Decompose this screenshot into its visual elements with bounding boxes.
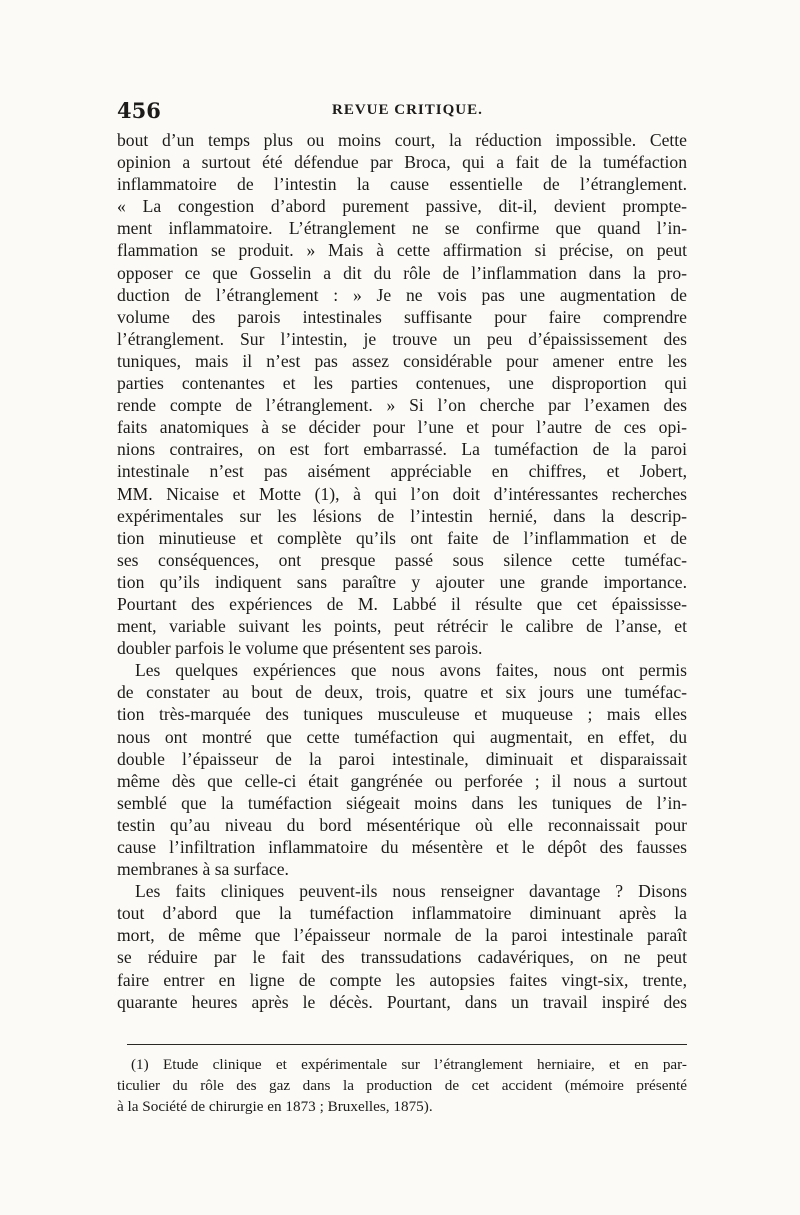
text-line: duction de l’étranglement : » Je ne vois pas une augmentation de — [117, 284, 687, 305]
text-line: de constater au bout de deux, trois, quatre et six jours une tuméfac- — [117, 682, 687, 703]
text-line: quarante heures après le décès. Pourtant, dans un travail inspiré des — [117, 991, 687, 1012]
text-line: l’étranglement. Sur l’intestin, je trouve un peu d’épaississement des — [117, 328, 687, 349]
text-line: opposer ce que Gosselin a dit du rôle de l’inflammation dans la pro- — [117, 262, 687, 283]
text-line: tion qu’ils indiquent sans paraître y ajouter une grande importance. — [117, 571, 687, 592]
text-line: ses conséquences, ont presque passé sous silence cette tuméfac- — [117, 549, 687, 570]
page-header — [117, 98, 685, 128]
text-line: tion très-marquée des tuniques musculeuse et muqueuse ; mais elles — [117, 704, 687, 725]
text-line: inflammatoire de l’intestin la cause essentielle de l’étranglement. — [117, 174, 687, 195]
text-line: ment, variable suivant les points, peut rétrécir le calibre de l’anse, et — [117, 616, 687, 637]
text-line: volume des parois intestinales suffisante pour faire comprendre — [117, 306, 687, 327]
text-line: nous ont montré que cette tuméfaction qui augmentait, en effet, du — [117, 726, 687, 747]
text-line: Pourtant des expériences de M. Labbé il résulte que cet épaississe- — [117, 593, 687, 614]
paragraph-start-line: Les faits cliniques peuvent-ils nous renseigner davantage ? Disons — [135, 881, 687, 902]
text-line: parties contenantes et les parties contenues, une disproportion qui — [117, 373, 687, 394]
running-head: REVUE CRITIQUE. — [332, 102, 483, 118]
paragraph-start-line: Les quelques expériences que nous avons faites, nous ont permis — [135, 660, 687, 681]
text-line: semblé que la tuméfaction siégeait moins dans les tuniques de l’in- — [117, 792, 687, 813]
page-number: 456 — [117, 98, 161, 123]
text-line: nions contraires, on est fort embarrassé. La tuméfaction de la paroi — [117, 439, 687, 460]
footnote-line: à la Société de chirurgie en 1873 ; Bruxelles, 1875). — [117, 1098, 433, 1115]
body-text — [117, 129, 687, 1013]
footnote-line: ticulier du rôle des gaz dans la production de cet accident (mémoire présenté — [117, 1077, 687, 1094]
text-line: bout d’un temps plus ou moins court, la réduction impossible. Cette — [117, 130, 687, 150]
text-line: tuniques, mais il n’est pas assez considérable pour amener entre les — [117, 350, 687, 371]
text-line: tout d’abord que la tuméfaction inflammatoire diminuant après la — [117, 903, 687, 924]
text-line: cause l’infiltration inflammatoire du mésentère et le dépôt des fausses — [117, 837, 687, 857]
paragraph-end-line: membranes à sa surface. — [117, 859, 289, 880]
text-line: opinion a surtout été défendue par Broca, qui a fait de la tuméfaction — [117, 152, 687, 173]
footnote — [117, 1054, 687, 1117]
text-line: faits anatomiques à se décider pour l’une et pour l’autre de ces opi- — [117, 417, 687, 438]
text-line: « La congestion d’abord purement passive, dit-il, devient prompte- — [117, 196, 687, 217]
text-line: expérimentales sur les lésions de l’intestin hernié, dans la descrip- — [117, 505, 687, 526]
text-line: double l’épaisseur de la paroi intestinale, diminuait et disparaissait — [117, 748, 687, 769]
paragraph-end-line: doubler parfois le volume que présentent ses parois. — [117, 638, 483, 659]
text-line: faire entrer en ligne de compte les autopsies faites vingt-six, trente, — [117, 969, 687, 990]
text-line: mort, de même que l’épaisseur normale de la paroi intestinale paraît — [117, 925, 687, 946]
text-line: ment inflammatoire. L’étranglement ne se confirme que quand l’in- — [117, 218, 687, 239]
text-line: MM. Nicaise et Motte (1), à qui l’on doit d’intéressantes recherches — [117, 483, 687, 504]
text-line: même dès que celle-ci était gangrénée ou perforée ; il nous a surtout — [117, 770, 687, 791]
footnote-divider — [127, 1044, 687, 1045]
text-line: tion minutieuse et complète qu’ils ont faite de l’inflammation et de — [117, 527, 687, 548]
text-line: testin qu’au niveau du bord mésentérique où elle reconnaissait pour — [117, 814, 687, 835]
footnote-line: (1) Etude clinique et expérimentale sur l’étranglement herniaire, et en par- — [131, 1056, 687, 1073]
text-line: intestinale n’est pas aisément appréciable en chiffres, et Jobert, — [117, 461, 687, 482]
text-line: rende compte de l’étranglement. » Si l’on cherche par l’examen des — [117, 395, 687, 416]
text-line: se réduire par le fait des transsudations cadavériques, on ne peut — [117, 947, 687, 968]
text-line: flammation se produit. » Mais à cette affirmation si précise, on peut — [117, 240, 687, 261]
